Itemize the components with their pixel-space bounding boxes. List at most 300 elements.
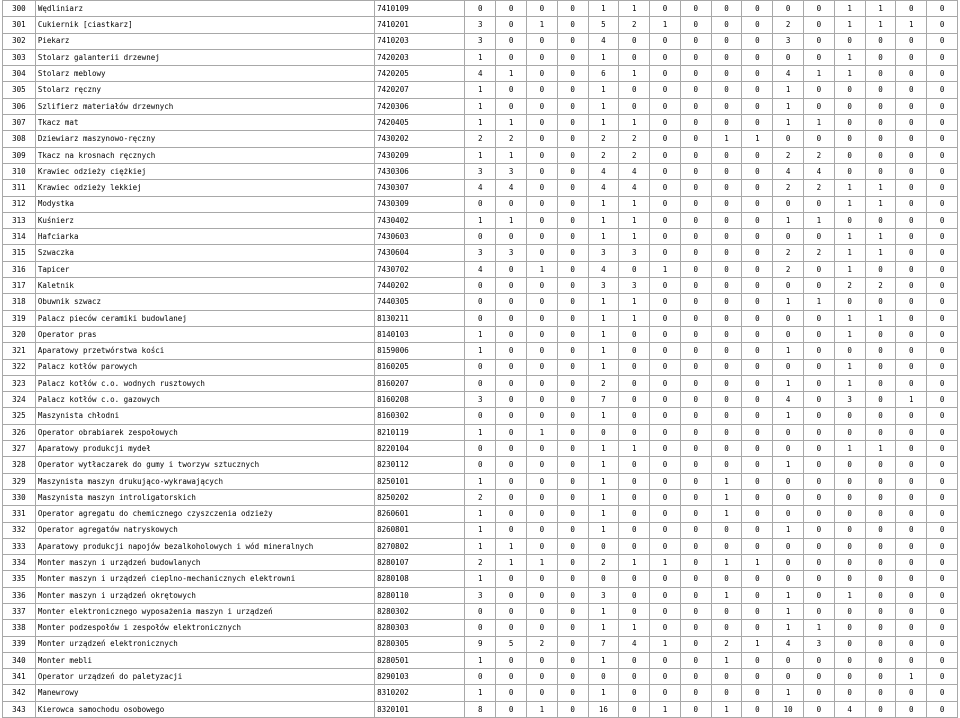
count-cell: 0 xyxy=(804,473,835,489)
count-cell: 1 xyxy=(650,555,681,571)
count-cell: 0 xyxy=(742,473,773,489)
count-cell: 0 xyxy=(650,375,681,391)
count-cell: 0 xyxy=(680,245,711,261)
occupation-name: Piekarz xyxy=(35,33,374,49)
occupation-name: Modystka xyxy=(35,196,374,212)
count-cell: 0 xyxy=(465,229,496,245)
count-cell: 0 xyxy=(557,620,588,636)
count-cell: 0 xyxy=(496,261,527,277)
count-cell: 4 xyxy=(619,180,650,196)
count-cell: 0 xyxy=(804,278,835,294)
count-cell: 0 xyxy=(865,115,896,131)
count-cell: 3 xyxy=(496,163,527,179)
count-cell: 0 xyxy=(927,506,958,522)
count-cell: 0 xyxy=(650,229,681,245)
count-cell: 0 xyxy=(557,571,588,587)
count-cell: 0 xyxy=(773,424,804,440)
count-cell: 0 xyxy=(865,49,896,65)
table-row xyxy=(3,294,958,310)
count-cell: 0 xyxy=(588,571,619,587)
count-cell: 0 xyxy=(650,147,681,163)
count-cell: 0 xyxy=(557,424,588,440)
count-cell: 0 xyxy=(526,147,557,163)
count-cell: 0 xyxy=(773,473,804,489)
count-cell: 0 xyxy=(619,82,650,98)
occupation-code: 8270802 xyxy=(375,538,465,554)
count-cell: 0 xyxy=(619,457,650,473)
count-cell: 0 xyxy=(680,343,711,359)
count-cell: 0 xyxy=(496,294,527,310)
count-cell: 0 xyxy=(742,17,773,33)
count-cell: 1 xyxy=(588,115,619,131)
count-cell: 0 xyxy=(896,620,927,636)
occupation-name: Monter maszyn i urządzeń cieplno-mechanicznych elektrowni xyxy=(35,571,374,587)
occupation-code: 7420203 xyxy=(375,49,465,65)
count-cell: 0 xyxy=(927,147,958,163)
occupation-name: Monter maszyn i urządzeń okrętowych xyxy=(35,587,374,603)
count-cell: 8 xyxy=(465,701,496,717)
count-cell: 1 xyxy=(588,196,619,212)
count-cell: 0 xyxy=(773,555,804,571)
count-cell: 0 xyxy=(711,261,742,277)
count-cell: 1 xyxy=(896,392,927,408)
count-cell: 0 xyxy=(619,326,650,342)
row-number: 331 xyxy=(3,506,36,522)
count-cell: 1 xyxy=(526,424,557,440)
count-cell: 0 xyxy=(896,147,927,163)
count-cell: 0 xyxy=(865,685,896,701)
count-cell: 1 xyxy=(588,229,619,245)
occupation-name: Aparatowy produkcji mydeł xyxy=(35,441,374,457)
count-cell: 0 xyxy=(650,294,681,310)
count-cell: 0 xyxy=(650,343,681,359)
count-cell: 0 xyxy=(496,506,527,522)
count-cell: 0 xyxy=(557,98,588,114)
count-cell: 0 xyxy=(927,261,958,277)
table-row xyxy=(3,115,958,131)
count-cell: 0 xyxy=(680,620,711,636)
count-cell: 0 xyxy=(650,212,681,228)
count-cell: 1 xyxy=(650,261,681,277)
count-cell: 0 xyxy=(896,603,927,619)
count-cell: 0 xyxy=(711,392,742,408)
row-number: 322 xyxy=(3,359,36,375)
count-cell: 1 xyxy=(773,98,804,114)
count-cell: 0 xyxy=(465,359,496,375)
occupation-name: Krawiec odzieży lekkiej xyxy=(35,180,374,196)
count-cell: 0 xyxy=(680,1,711,17)
count-cell: 1 xyxy=(465,473,496,489)
count-cell: 0 xyxy=(496,620,527,636)
count-cell: 0 xyxy=(804,17,835,33)
count-cell: 1 xyxy=(773,457,804,473)
count-cell: 3 xyxy=(804,636,835,652)
occupation-code: 8160208 xyxy=(375,392,465,408)
count-cell: 0 xyxy=(619,571,650,587)
occupation-name: Szlifierz materiałów drzewnych xyxy=(35,98,374,114)
count-cell: 1 xyxy=(588,685,619,701)
count-cell: 1 xyxy=(588,652,619,668)
count-cell: 0 xyxy=(650,33,681,49)
count-cell: 0 xyxy=(896,1,927,17)
count-cell: 4 xyxy=(465,66,496,82)
count-cell: 0 xyxy=(557,147,588,163)
occupation-name: Kaletnik xyxy=(35,278,374,294)
count-cell: 1 xyxy=(496,555,527,571)
count-cell: 0 xyxy=(465,408,496,424)
count-cell: 0 xyxy=(711,603,742,619)
count-cell: 4 xyxy=(619,636,650,652)
table-row xyxy=(3,506,958,522)
occupation-name: Monter maszyn i urządzeń budowlanych xyxy=(35,555,374,571)
count-cell: 1 xyxy=(834,587,865,603)
count-cell: 0 xyxy=(496,571,527,587)
count-cell: 0 xyxy=(865,555,896,571)
count-cell: 0 xyxy=(804,587,835,603)
count-cell: 0 xyxy=(557,229,588,245)
count-cell: 0 xyxy=(927,326,958,342)
table-row xyxy=(3,196,958,212)
count-cell: 0 xyxy=(557,33,588,49)
count-cell: 0 xyxy=(557,131,588,147)
count-cell: 0 xyxy=(496,701,527,717)
count-cell: 0 xyxy=(680,408,711,424)
count-cell: 0 xyxy=(742,538,773,554)
count-cell: 1 xyxy=(834,66,865,82)
count-cell: 0 xyxy=(619,392,650,408)
occupation-code: 8280110 xyxy=(375,587,465,603)
count-cell: 0 xyxy=(896,98,927,114)
row-number: 307 xyxy=(3,115,36,131)
count-cell: 0 xyxy=(711,212,742,228)
row-number: 329 xyxy=(3,473,36,489)
count-cell: 1 xyxy=(650,636,681,652)
count-cell: 0 xyxy=(773,441,804,457)
count-cell: 0 xyxy=(711,359,742,375)
count-cell: 0 xyxy=(896,424,927,440)
count-cell: 0 xyxy=(927,636,958,652)
count-cell: 0 xyxy=(557,294,588,310)
count-cell: 0 xyxy=(526,620,557,636)
count-cell: 0 xyxy=(834,685,865,701)
count-cell: 0 xyxy=(557,310,588,326)
count-cell: 0 xyxy=(896,115,927,131)
count-cell: 0 xyxy=(619,701,650,717)
count-cell: 1 xyxy=(588,522,619,538)
count-cell: 0 xyxy=(896,245,927,261)
occupation-name: Stolarz galanterii drzewnej xyxy=(35,49,374,65)
occupation-name: Manewrowy xyxy=(35,685,374,701)
table-row xyxy=(3,685,958,701)
count-cell: 0 xyxy=(711,147,742,163)
count-cell: 0 xyxy=(680,82,711,98)
count-cell: 1 xyxy=(865,245,896,261)
occupation-name: Palacz kotłów c.o. wodnych rusztowych xyxy=(35,375,374,391)
count-cell: 0 xyxy=(619,587,650,603)
count-cell: 0 xyxy=(650,131,681,147)
count-cell: 1 xyxy=(465,147,496,163)
count-cell: 0 xyxy=(865,652,896,668)
count-cell: 0 xyxy=(650,603,681,619)
count-cell: 1 xyxy=(865,180,896,196)
row-number: 335 xyxy=(3,571,36,587)
table-row xyxy=(3,652,958,668)
count-cell: 0 xyxy=(526,441,557,457)
count-cell: 1 xyxy=(619,212,650,228)
occupation-code: 8280501 xyxy=(375,652,465,668)
row-number: 310 xyxy=(3,163,36,179)
count-cell: 1 xyxy=(834,196,865,212)
count-cell: 1 xyxy=(465,115,496,131)
occupation-name: Monter podzespołów i zespołów elektronicznych xyxy=(35,620,374,636)
count-cell: 0 xyxy=(804,701,835,717)
count-cell: 0 xyxy=(927,685,958,701)
row-number: 316 xyxy=(3,261,36,277)
count-cell: 0 xyxy=(804,652,835,668)
count-cell: 0 xyxy=(804,538,835,554)
occupation-code: 7420306 xyxy=(375,98,465,114)
row-number: 308 xyxy=(3,131,36,147)
count-cell: 0 xyxy=(526,408,557,424)
count-cell: 0 xyxy=(804,408,835,424)
count-cell: 1 xyxy=(896,669,927,685)
count-cell: 5 xyxy=(588,17,619,33)
count-cell: 2 xyxy=(588,375,619,391)
count-cell: 2 xyxy=(465,555,496,571)
count-cell: 0 xyxy=(927,392,958,408)
count-cell: 0 xyxy=(927,33,958,49)
count-cell: 0 xyxy=(650,669,681,685)
count-cell: 0 xyxy=(773,489,804,505)
count-cell: 0 xyxy=(557,17,588,33)
count-cell: 2 xyxy=(834,278,865,294)
count-cell: 0 xyxy=(465,669,496,685)
row-number: 314 xyxy=(3,229,36,245)
count-cell: 0 xyxy=(557,343,588,359)
count-cell: 0 xyxy=(619,506,650,522)
count-cell: 0 xyxy=(680,294,711,310)
count-cell: 0 xyxy=(496,473,527,489)
count-cell: 0 xyxy=(680,33,711,49)
count-cell: 1 xyxy=(773,587,804,603)
count-cell: 3 xyxy=(465,245,496,261)
count-cell: 0 xyxy=(650,49,681,65)
occupation-name: Tkacz mat xyxy=(35,115,374,131)
count-cell: 0 xyxy=(742,652,773,668)
count-cell: 1 xyxy=(773,343,804,359)
count-cell: 0 xyxy=(711,278,742,294)
count-cell: 0 xyxy=(680,669,711,685)
occupation-name: Maszynista chłodni xyxy=(35,408,374,424)
count-cell: 1 xyxy=(588,82,619,98)
count-cell: 0 xyxy=(526,326,557,342)
occupation-code: 7430306 xyxy=(375,163,465,179)
count-cell: 2 xyxy=(465,489,496,505)
row-number: 334 xyxy=(3,555,36,571)
count-cell: 0 xyxy=(650,163,681,179)
count-cell: 0 xyxy=(526,522,557,538)
count-cell: 0 xyxy=(742,620,773,636)
count-cell: 0 xyxy=(804,98,835,114)
count-cell: 0 xyxy=(896,375,927,391)
occupation-code: 7430209 xyxy=(375,147,465,163)
count-cell: 0 xyxy=(711,1,742,17)
count-cell: 0 xyxy=(680,473,711,489)
row-number: 301 xyxy=(3,17,36,33)
count-cell: 0 xyxy=(927,82,958,98)
count-cell: 0 xyxy=(927,66,958,82)
count-cell: 0 xyxy=(711,115,742,131)
count-cell: 0 xyxy=(496,375,527,391)
count-cell: 2 xyxy=(773,180,804,196)
row-number: 312 xyxy=(3,196,36,212)
count-cell: 0 xyxy=(526,359,557,375)
count-cell: 1 xyxy=(465,49,496,65)
count-cell: 0 xyxy=(680,555,711,571)
count-cell: 0 xyxy=(526,652,557,668)
count-cell: 0 xyxy=(896,571,927,587)
occupation-code: 8260801 xyxy=(375,522,465,538)
occupation-code: 8320101 xyxy=(375,701,465,717)
count-cell: 0 xyxy=(557,506,588,522)
count-cell: 0 xyxy=(680,571,711,587)
count-cell: 2 xyxy=(526,636,557,652)
count-cell: 0 xyxy=(680,375,711,391)
count-cell: 1 xyxy=(465,652,496,668)
count-cell: 0 xyxy=(680,180,711,196)
table-row xyxy=(3,587,958,603)
count-cell: 0 xyxy=(557,66,588,82)
occupation-code: 8160302 xyxy=(375,408,465,424)
count-cell: 0 xyxy=(927,603,958,619)
occupation-code: 7440202 xyxy=(375,278,465,294)
count-cell: 0 xyxy=(896,506,927,522)
count-cell: 0 xyxy=(834,555,865,571)
count-cell: 0 xyxy=(588,424,619,440)
table-row xyxy=(3,163,958,179)
count-cell: 0 xyxy=(557,441,588,457)
count-cell: 0 xyxy=(557,212,588,228)
table-row xyxy=(3,82,958,98)
count-cell: 0 xyxy=(496,49,527,65)
count-cell: 0 xyxy=(773,278,804,294)
count-cell: 1 xyxy=(650,701,681,717)
count-cell: 1 xyxy=(742,131,773,147)
count-cell: 1 xyxy=(465,522,496,538)
count-cell: 0 xyxy=(896,441,927,457)
count-cell: 0 xyxy=(865,636,896,652)
count-cell: 0 xyxy=(526,229,557,245)
count-cell: 0 xyxy=(496,98,527,114)
count-cell: 0 xyxy=(896,212,927,228)
count-cell: 2 xyxy=(773,261,804,277)
row-number: 319 xyxy=(3,310,36,326)
count-cell: 0 xyxy=(896,538,927,554)
table-row xyxy=(3,98,958,114)
count-cell: 0 xyxy=(557,538,588,554)
count-cell: 0 xyxy=(927,701,958,717)
occupation-name: Operator pras xyxy=(35,326,374,342)
count-cell: 0 xyxy=(834,294,865,310)
count-cell: 0 xyxy=(773,506,804,522)
count-cell: 0 xyxy=(711,294,742,310)
count-cell: 1 xyxy=(588,506,619,522)
table-body xyxy=(3,1,958,718)
count-cell: 0 xyxy=(496,1,527,17)
count-cell: 0 xyxy=(804,603,835,619)
count-cell: 0 xyxy=(804,506,835,522)
occupation-name: Maszynista maszyn introligatorskich xyxy=(35,489,374,505)
table-row xyxy=(3,620,958,636)
count-cell: 1 xyxy=(711,489,742,505)
occupation-code: 8210119 xyxy=(375,424,465,440)
count-cell: 0 xyxy=(557,1,588,17)
count-cell: 2 xyxy=(711,636,742,652)
count-cell: 0 xyxy=(927,294,958,310)
count-cell: 1 xyxy=(711,652,742,668)
count-cell: 2 xyxy=(804,147,835,163)
count-cell: 0 xyxy=(650,424,681,440)
count-cell: 1 xyxy=(588,98,619,114)
count-cell: 0 xyxy=(557,652,588,668)
count-cell: 1 xyxy=(588,212,619,228)
count-cell: 0 xyxy=(465,457,496,473)
occupation-name: Kuśnierz xyxy=(35,212,374,228)
count-cell: 0 xyxy=(711,82,742,98)
count-cell: 0 xyxy=(865,98,896,114)
count-cell: 0 xyxy=(557,82,588,98)
count-cell: 0 xyxy=(557,326,588,342)
count-cell: 1 xyxy=(834,441,865,457)
count-cell: 0 xyxy=(680,310,711,326)
count-cell: 1 xyxy=(588,326,619,342)
count-cell: 0 xyxy=(465,441,496,457)
count-cell: 1 xyxy=(773,603,804,619)
count-cell: 0 xyxy=(711,310,742,326)
count-cell: 0 xyxy=(496,441,527,457)
count-cell: 1 xyxy=(773,620,804,636)
count-cell: 0 xyxy=(680,212,711,228)
count-cell: 0 xyxy=(834,603,865,619)
count-cell: 3 xyxy=(773,33,804,49)
count-cell: 1 xyxy=(804,66,835,82)
count-cell: 0 xyxy=(711,538,742,554)
count-cell: 2 xyxy=(773,17,804,33)
count-cell: 0 xyxy=(896,261,927,277)
count-cell: 0 xyxy=(680,98,711,114)
count-cell: 0 xyxy=(896,408,927,424)
count-cell: 1 xyxy=(773,115,804,131)
count-cell: 0 xyxy=(557,392,588,408)
count-cell: 0 xyxy=(742,66,773,82)
count-cell: 0 xyxy=(834,457,865,473)
count-cell: 0 xyxy=(619,522,650,538)
count-cell: 0 xyxy=(496,489,527,505)
count-cell: 0 xyxy=(804,424,835,440)
count-cell: 0 xyxy=(526,212,557,228)
count-cell: 4 xyxy=(773,636,804,652)
count-cell: 0 xyxy=(865,669,896,685)
occupation-code: 7420405 xyxy=(375,115,465,131)
count-cell: 0 xyxy=(742,196,773,212)
count-cell: 0 xyxy=(711,457,742,473)
row-number: 338 xyxy=(3,620,36,636)
count-cell: 0 xyxy=(865,163,896,179)
count-cell: 1 xyxy=(773,294,804,310)
occupation-code: 8260601 xyxy=(375,506,465,522)
count-cell: 0 xyxy=(804,685,835,701)
count-cell: 0 xyxy=(742,115,773,131)
